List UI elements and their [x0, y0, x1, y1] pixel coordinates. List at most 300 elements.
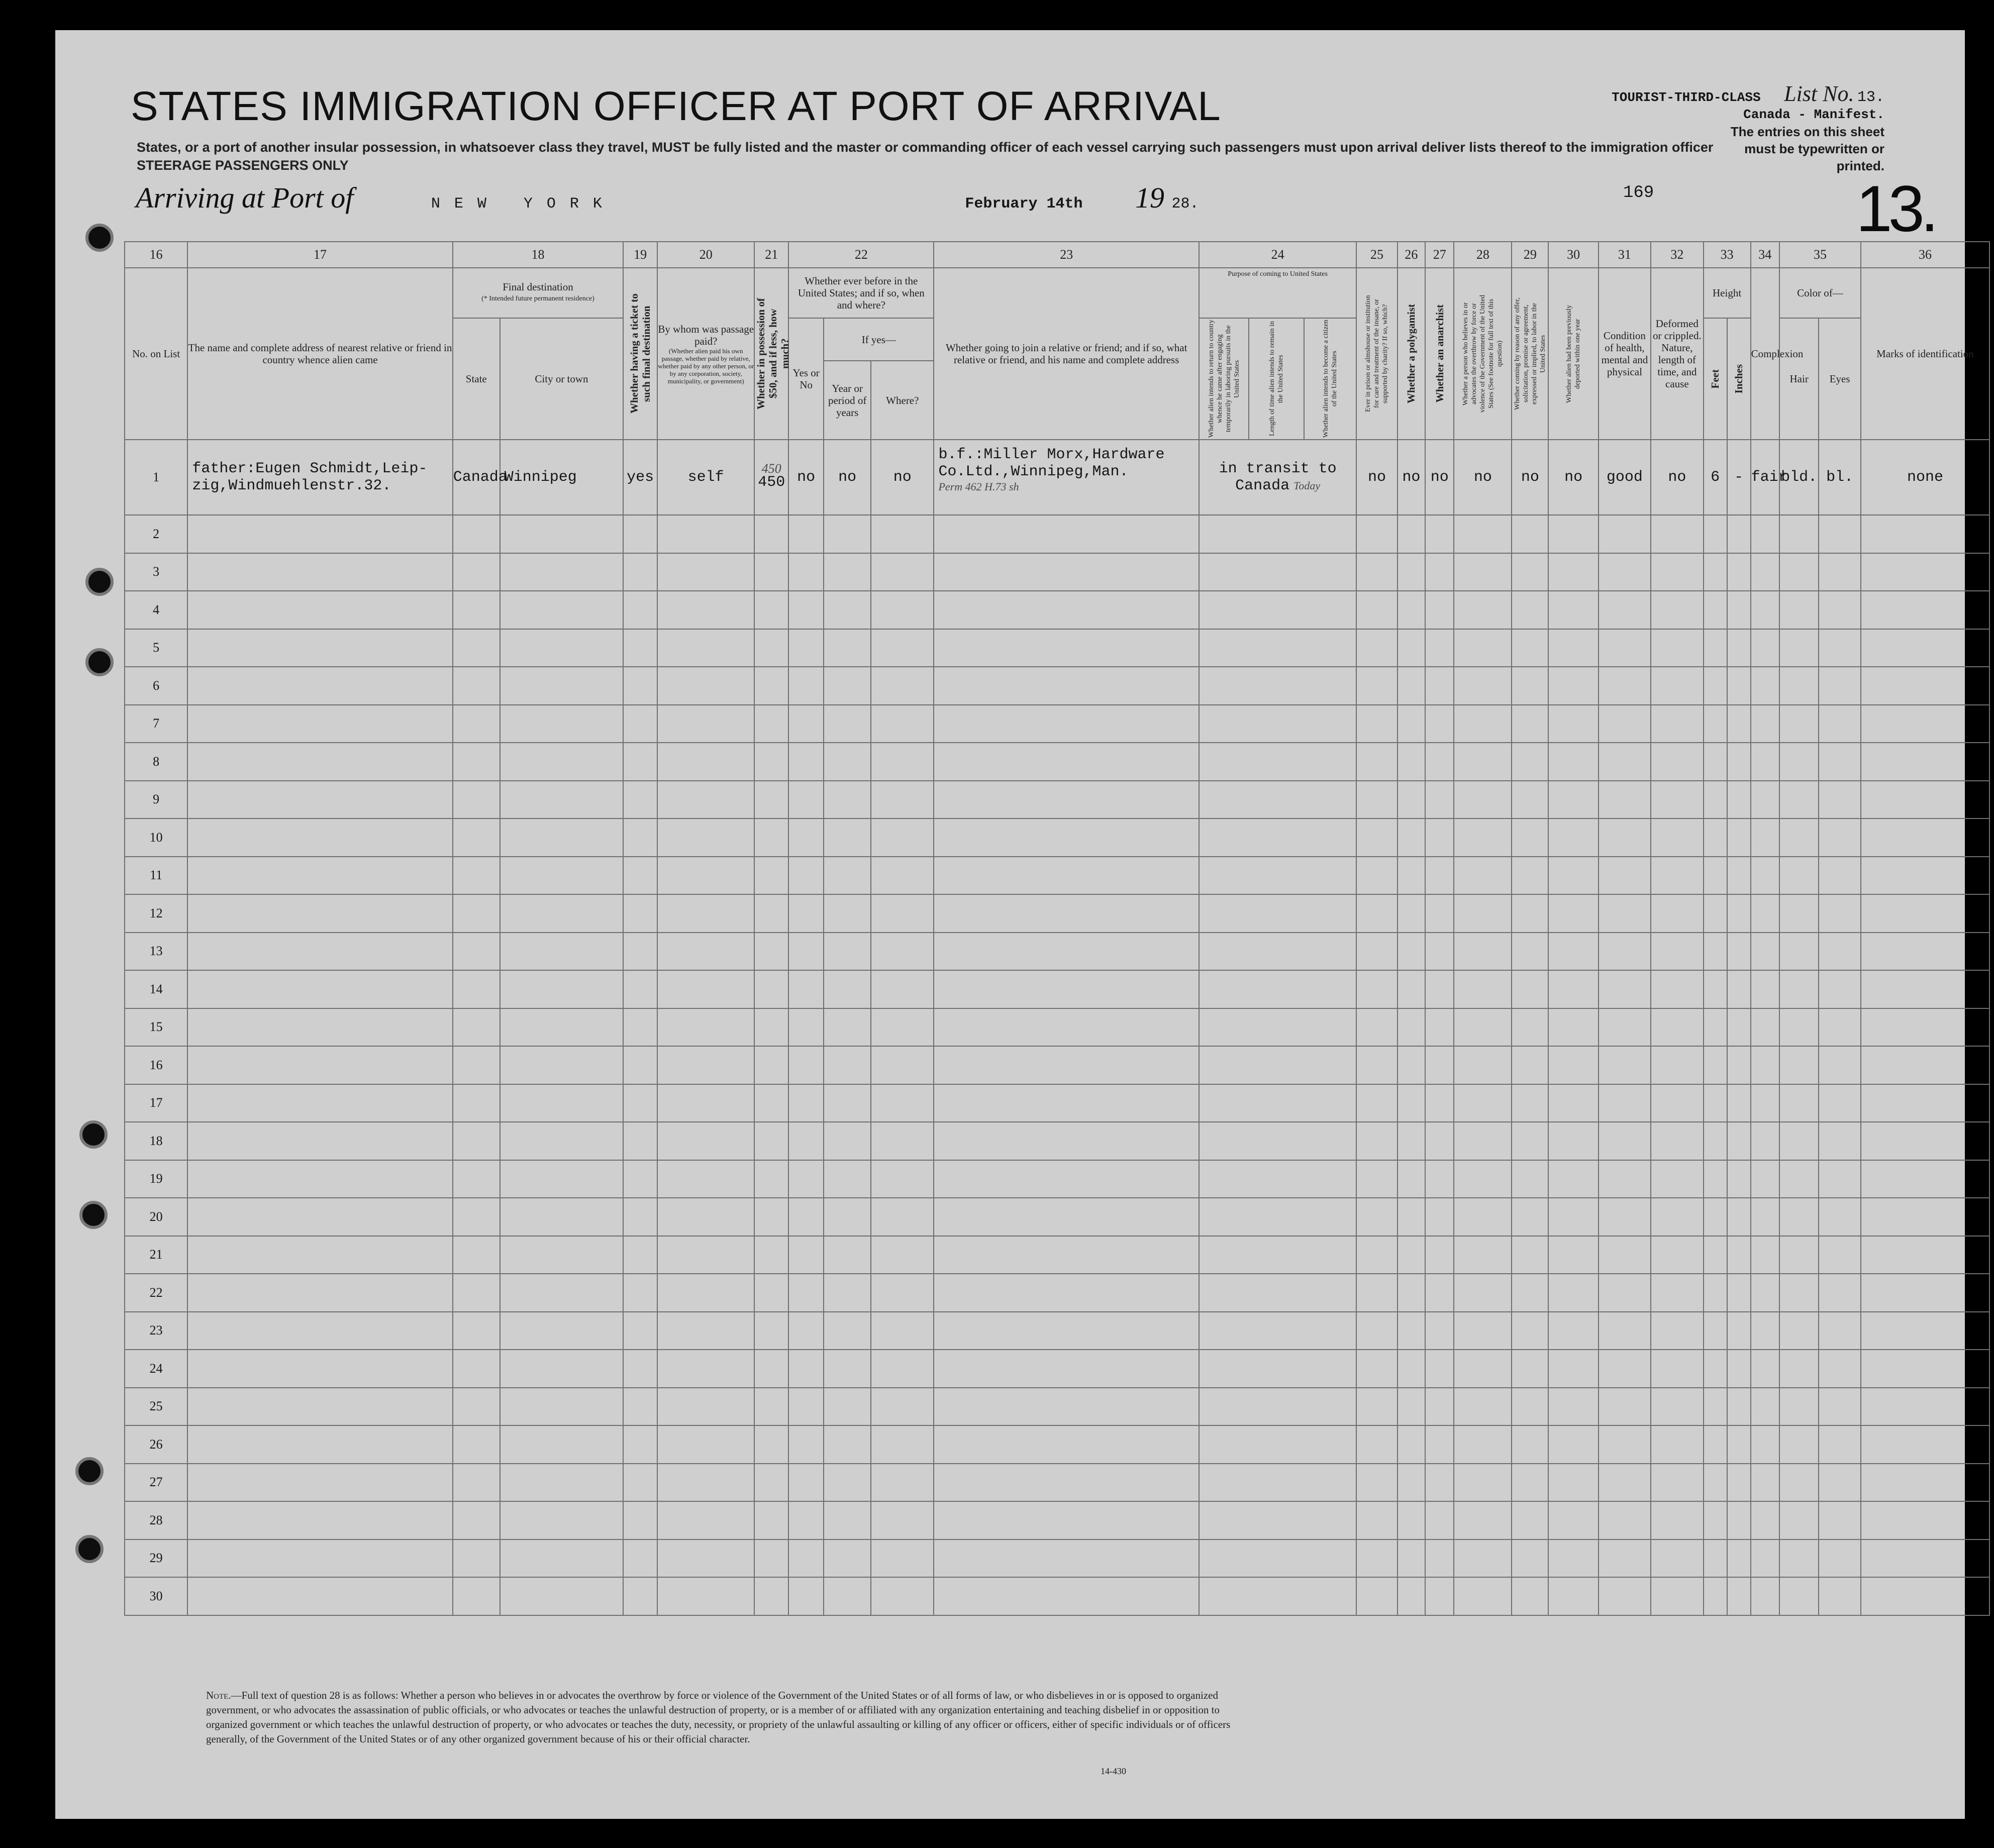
health-cell: [1599, 1501, 1651, 1539]
contract-cell: [1512, 1350, 1548, 1388]
row-number: 27: [125, 1464, 187, 1502]
relative-cell: [187, 440, 452, 515]
ticket-cell: [623, 1539, 657, 1578]
table-row: [125, 629, 1989, 667]
where-cell: [871, 1350, 934, 1388]
money-cell: [754, 1312, 788, 1350]
anarchist-cell: [1425, 629, 1454, 667]
table-row: [125, 1425, 1989, 1464]
polygamist-cell: [1398, 933, 1425, 971]
feet-cell: [1704, 1539, 1727, 1578]
feet-cell: [1704, 705, 1727, 743]
anarchist-cell: [1425, 1388, 1454, 1426]
table-row: [125, 1350, 1989, 1388]
table-row: [125, 894, 1989, 933]
feet-cell: [1704, 1122, 1727, 1160]
join-relative-cell: [934, 1312, 1199, 1350]
punch-hole: [75, 1457, 104, 1485]
marks-cell: [1861, 743, 1989, 781]
year-cell: [824, 667, 871, 705]
header-prison: [1356, 268, 1397, 440]
health-cell: [1599, 1312, 1651, 1350]
health-cell: [1599, 1350, 1651, 1388]
hair-cell: [1779, 1046, 1819, 1084]
paid-by-cell: [657, 1312, 754, 1350]
punch-hole: [85, 568, 114, 596]
ticket-cell: [623, 857, 657, 895]
paid-by-cell: [657, 629, 754, 667]
prison-cell: [1356, 591, 1397, 629]
feet-cell: [1704, 1577, 1727, 1615]
state-cell: [453, 1084, 500, 1122]
prison-cell: [1356, 818, 1397, 857]
manifest-rows: [125, 440, 1989, 1615]
health-cell: [1599, 629, 1651, 667]
money-cell: [754, 1046, 788, 1084]
year-cell: [824, 1388, 871, 1426]
city-cell: [500, 1236, 623, 1274]
marks-cell: [1861, 1236, 1989, 1274]
paid-by-cell: [657, 591, 754, 629]
table-row: [125, 591, 1989, 629]
deported-cell: [1548, 629, 1598, 667]
deported-cell: [1548, 781, 1598, 819]
deformed-cell: [1651, 1501, 1703, 1539]
prison-cell: [1356, 1236, 1397, 1274]
money-cell: [754, 515, 788, 553]
health-cell: [1599, 553, 1651, 591]
money-cell: [754, 1350, 788, 1388]
ticket-cell: [623, 515, 657, 553]
feet-cell: [1704, 743, 1727, 781]
deformed-cell: [1651, 1160, 1703, 1198]
complexion-cell: [1751, 1236, 1779, 1274]
marks-cell: [1861, 1046, 1989, 1084]
contract-cell: [1512, 629, 1548, 667]
form-title: STATES IMMIGRATION OFFICER AT PORT OF ARRIVAL: [131, 83, 1221, 129]
state-cell: [453, 1046, 500, 1084]
city-cell: [500, 629, 623, 667]
before-us-cell: [788, 1350, 824, 1388]
contract-cell: [1512, 1084, 1548, 1122]
polygamist-cell: [1398, 818, 1425, 857]
polygamist-cell: [1398, 1046, 1425, 1084]
inches-cell: [1727, 1312, 1751, 1350]
hair-cell: [1779, 1122, 1819, 1160]
contract-cell: [1512, 1312, 1548, 1350]
anarchist-cell: [1425, 857, 1454, 895]
city-cell: [500, 553, 623, 591]
table-row: [125, 1198, 1989, 1236]
row-number: 25: [125, 1388, 187, 1426]
feet-cell: [1704, 1236, 1727, 1274]
header-health: Condition of health, mental and physical: [1599, 268, 1651, 440]
header-purpose-b: [1249, 318, 1304, 440]
hair-cell: [1779, 553, 1819, 591]
where-cell: [871, 781, 934, 819]
deformed-cell: [1651, 553, 1703, 591]
before-us-cell: [788, 705, 824, 743]
prison-cell: [1356, 894, 1397, 933]
table-row: [125, 818, 1989, 857]
deported-cell: [1548, 667, 1598, 705]
marks-cell: [1861, 933, 1989, 971]
deported-cell: [1548, 1084, 1598, 1122]
header-marks: Marks of identification: [1861, 268, 1989, 440]
header-purpose-c: [1304, 318, 1356, 440]
where-cell: no: [871, 440, 934, 515]
table-row: [125, 1008, 1989, 1047]
money-cell: [754, 1577, 788, 1615]
deported-cell: [1548, 1312, 1598, 1350]
paid-by-cell: [657, 1046, 754, 1084]
deformed-cell: [1651, 1236, 1703, 1274]
before-us-cell: [788, 667, 824, 705]
deported-cell: no: [1548, 440, 1598, 515]
join-relative-cell: [934, 857, 1199, 895]
polygamist-cell: no: [1398, 440, 1425, 515]
health-cell: [1599, 591, 1651, 629]
marks-cell: [1861, 705, 1989, 743]
inches-cell: [1727, 1008, 1751, 1047]
deported-cell: [1548, 743, 1598, 781]
row-number: 14: [125, 970, 187, 1008]
row-number: 18: [125, 1122, 187, 1160]
contract-cell: [1512, 933, 1548, 971]
hair-cell: [1779, 1350, 1819, 1388]
contract-cell: [1512, 1274, 1548, 1312]
inches-cell: [1727, 1350, 1751, 1388]
year-cell: [824, 1274, 871, 1312]
ticket-cell: [623, 1122, 657, 1160]
complexion-cell: [1751, 857, 1779, 895]
polygamist-cell: [1398, 1350, 1425, 1388]
paid-by-cell: [657, 1539, 754, 1578]
ticket-cell: [623, 743, 657, 781]
before-us-cell: [788, 1425, 824, 1464]
deported-cell: [1548, 1236, 1598, 1274]
state-cell: [453, 1577, 500, 1615]
complexion-cell: [1751, 818, 1779, 857]
city-cell: [500, 894, 623, 933]
health-cell: [1599, 1388, 1651, 1426]
money-cell: [754, 1425, 788, 1464]
row-number: 13: [125, 933, 187, 971]
final-destination-label: Final destination: [503, 281, 573, 293]
manifest-label: Canada - Manifest.: [1743, 107, 1884, 122]
before-us-cell: [788, 629, 824, 667]
state-cell: [453, 591, 500, 629]
marks-cell: [1861, 1312, 1989, 1350]
deformed-cell: [1651, 1122, 1703, 1160]
join-relative-cell: [934, 629, 1199, 667]
feet-cell: [1704, 1008, 1727, 1047]
paid-by-cell: [657, 1122, 754, 1160]
feet-cell: [1704, 1312, 1727, 1350]
join-relative-cell: [934, 1198, 1199, 1236]
before-us-cell: [788, 515, 824, 553]
contract-cell: [1512, 1160, 1548, 1198]
join-relative-cell: [934, 743, 1199, 781]
anarchist-cell: [1425, 705, 1454, 743]
purpose-cell: [1199, 1122, 1356, 1160]
col-num: 30: [1548, 242, 1598, 268]
polygamist-cell: [1398, 1312, 1425, 1350]
city-cell: [500, 1160, 623, 1198]
complexion-cell: [1751, 1198, 1779, 1236]
ticket-cell: [623, 1008, 657, 1047]
row-number: 5: [125, 629, 187, 667]
health-cell: [1599, 1464, 1651, 1502]
port-value: NEW YORK: [431, 195, 616, 213]
deformed-cell: [1651, 1046, 1703, 1084]
q28-cell: [1454, 1084, 1512, 1122]
punch-hole: [79, 1201, 108, 1229]
purpose-a-label: Whether alien intends to return to country whence he came after engaging temporarily in laboring pursuits in the United States: [1207, 320, 1241, 438]
city-cell: [500, 705, 623, 743]
polygamist-cell: [1398, 857, 1425, 895]
col-num: 20: [657, 242, 754, 268]
punch-hole: [79, 1120, 108, 1149]
feet-cell: [1704, 591, 1727, 629]
inches-cell: [1727, 857, 1751, 895]
header-polygamist: [1398, 268, 1425, 440]
join-relative-cell: b.f.:Miller Morx,Hardware Co.Ltd.,Winnipeg,Man. Perm 462 H.73 sh: [934, 440, 1199, 515]
polygamist-cell: [1398, 1084, 1425, 1122]
inches-cell: [1727, 1084, 1751, 1122]
money-cell: [754, 705, 788, 743]
anarchist-cell: [1425, 1008, 1454, 1047]
money-cell: [754, 667, 788, 705]
where-cell: [871, 1388, 934, 1426]
anarchist-cell: [1425, 667, 1454, 705]
col-num: 27: [1425, 242, 1454, 268]
header-feet: [1704, 318, 1727, 440]
polygamist-cell: [1398, 894, 1425, 933]
hair-cell: [1779, 1539, 1819, 1578]
final-destination-note: (* Intended future permanent residence): [481, 295, 594, 302]
where-cell: [871, 1122, 934, 1160]
purpose-cell: [1199, 1577, 1356, 1615]
polygamist-cell: [1398, 705, 1425, 743]
paid-by-cell: [657, 553, 754, 591]
anarchist-cell: [1425, 591, 1454, 629]
contract-cell: [1512, 857, 1548, 895]
header-hair: Hair: [1779, 318, 1819, 440]
purpose-cell: [1199, 857, 1356, 895]
contract-cell: [1512, 743, 1548, 781]
column-number-row: [125, 242, 1989, 268]
polygamist-cell: [1398, 1008, 1425, 1047]
eyes-cell: [1819, 857, 1861, 895]
where-cell: [871, 1274, 934, 1312]
hair-cell: [1779, 1160, 1819, 1198]
contract-cell: [1512, 781, 1548, 819]
feet-label: Feet: [1709, 369, 1722, 389]
purpose-cell: [1199, 1160, 1356, 1198]
year-cell: [824, 1084, 871, 1122]
prison-cell: [1356, 857, 1397, 895]
col-num: 32: [1651, 242, 1703, 268]
polygamist-cell: [1398, 591, 1425, 629]
hair-cell: [1779, 591, 1819, 629]
eyes-cell: [1819, 1008, 1861, 1047]
contract-cell: [1512, 970, 1548, 1008]
hair-cell: [1779, 970, 1819, 1008]
ticket-cell: [623, 1425, 657, 1464]
hair-cell: [1779, 667, 1819, 705]
feet-cell: [1704, 553, 1727, 591]
year-cell: [824, 1539, 871, 1578]
table-row: [125, 1539, 1989, 1578]
inches-cell: [1727, 1501, 1751, 1539]
col-num: 34: [1751, 242, 1779, 268]
health-cell: [1599, 1160, 1651, 1198]
instructions-line-2: STEERAGE PASSENGERS ONLY: [137, 158, 349, 173]
anarchist-cell: [1425, 1577, 1454, 1615]
state-cell: [453, 970, 500, 1008]
table-row: [125, 933, 1989, 971]
purpose-cell: [1199, 1008, 1356, 1047]
paid-by-cell: [657, 743, 754, 781]
health-cell: [1599, 1198, 1651, 1236]
state-cell: [453, 933, 500, 971]
prison-cell: [1356, 1577, 1397, 1615]
paid-by-cell: [657, 667, 754, 705]
city-cell: [500, 743, 623, 781]
row-number: 29: [125, 1539, 187, 1578]
feet-cell: [1704, 894, 1727, 933]
hair-cell: [1779, 857, 1819, 895]
header-q28: [1454, 268, 1512, 440]
join-relative-cell: [934, 970, 1199, 1008]
marks-cell: [1861, 1464, 1989, 1502]
money-cell: [754, 591, 788, 629]
health-cell: [1599, 894, 1651, 933]
deported-cell: [1548, 857, 1598, 895]
inches-cell: [1727, 743, 1751, 781]
inches-label: Inches: [1733, 364, 1745, 394]
handwritten-list-number: 13.: [1856, 172, 1935, 245]
prison-cell: [1356, 1350, 1397, 1388]
where-cell: [871, 591, 934, 629]
hair-cell: [1779, 1501, 1819, 1539]
prison-cell: [1356, 743, 1397, 781]
feet-cell: [1704, 1046, 1727, 1084]
marks-cell: [1861, 857, 1989, 895]
table-row: [125, 857, 1989, 895]
complexion-cell: [1751, 1046, 1779, 1084]
inches-cell: [1727, 705, 1751, 743]
contract-cell: [1512, 1198, 1548, 1236]
ticket-cell: [623, 705, 657, 743]
complexion-cell: [1751, 1312, 1779, 1350]
footnote-label: Note.: [206, 1689, 231, 1701]
health-cell: [1599, 743, 1651, 781]
header-row-1: [125, 268, 1989, 318]
deformed-cell: [1651, 1350, 1703, 1388]
complexion-cell: [1751, 667, 1779, 705]
prison-cell: no: [1356, 440, 1397, 515]
table-row: [125, 705, 1989, 743]
polygamist-cell: [1398, 667, 1425, 705]
manifest-table: [124, 241, 1990, 1616]
money-cell: [754, 1501, 788, 1539]
row-number: 21: [125, 1236, 187, 1274]
feet-cell: [1704, 933, 1727, 971]
deported-cell: [1548, 1425, 1598, 1464]
prison-cell: [1356, 1198, 1397, 1236]
polygamist-cell: [1398, 1122, 1425, 1160]
row-number: 15: [125, 1008, 187, 1047]
deported-cell: [1548, 1350, 1598, 1388]
join-relative-cell: [934, 1464, 1199, 1502]
q28-cell: [1454, 857, 1512, 895]
header-yes-no: Yes or No: [788, 318, 824, 440]
before-us-cell: [788, 1464, 824, 1502]
state-cell: [453, 1122, 500, 1160]
header-ticket: [623, 268, 657, 440]
punch-hole: [75, 1535, 104, 1563]
money-cell: [754, 1008, 788, 1047]
ticket-cell: [623, 1464, 657, 1502]
relative-cell: [187, 1274, 452, 1312]
state-cell: [453, 818, 500, 857]
header-anarchist: [1425, 268, 1454, 440]
table-row: [125, 1084, 1989, 1122]
prison-cell: [1356, 933, 1397, 971]
eyes-cell: bl.: [1819, 440, 1861, 515]
deported-cell: [1548, 591, 1598, 629]
header-height: Height: [1704, 268, 1751, 318]
money-cell: [754, 1122, 788, 1160]
state-cell: [453, 1425, 500, 1464]
city-cell: [500, 781, 623, 819]
purpose-cell: [1199, 1236, 1356, 1274]
hair-cell: [1779, 705, 1819, 743]
paid-by-cell: [657, 1236, 754, 1274]
deported-cell: [1548, 894, 1598, 933]
deported-cell: [1548, 1008, 1598, 1047]
col-num: 17: [187, 242, 452, 268]
relative-cell: [187, 743, 452, 781]
ticket-label: Whether having a ticket to such final destination: [628, 293, 653, 414]
city-cell: [500, 1312, 623, 1350]
where-cell: [871, 970, 934, 1008]
arrival-line: [136, 181, 1199, 215]
date-value: February 14th: [965, 195, 1083, 213]
paid-by-cell: [657, 818, 754, 857]
table-row: [125, 1577, 1989, 1615]
paid-by-cell: [657, 1084, 754, 1122]
marks-cell: [1861, 553, 1989, 591]
hair-cell: [1779, 629, 1819, 667]
paid-by-cell: [657, 781, 754, 819]
marks-cell: [1861, 1388, 1989, 1426]
inches-cell: [1727, 553, 1751, 591]
purpose-b-label: Length of time alien intends to remain in the United States: [1268, 321, 1284, 437]
polygamist-cell: [1398, 1425, 1425, 1464]
prison-cell: [1356, 1160, 1397, 1198]
anarchist-cell: [1425, 1425, 1454, 1464]
money-cell: [754, 440, 788, 515]
deported-cell: [1548, 1046, 1598, 1084]
contract-cell: [1512, 1122, 1548, 1160]
ticket-cell: [623, 1198, 657, 1236]
where-cell: [871, 894, 934, 933]
purpose-cell: [1199, 970, 1356, 1008]
before-us-cell: [788, 1577, 824, 1615]
